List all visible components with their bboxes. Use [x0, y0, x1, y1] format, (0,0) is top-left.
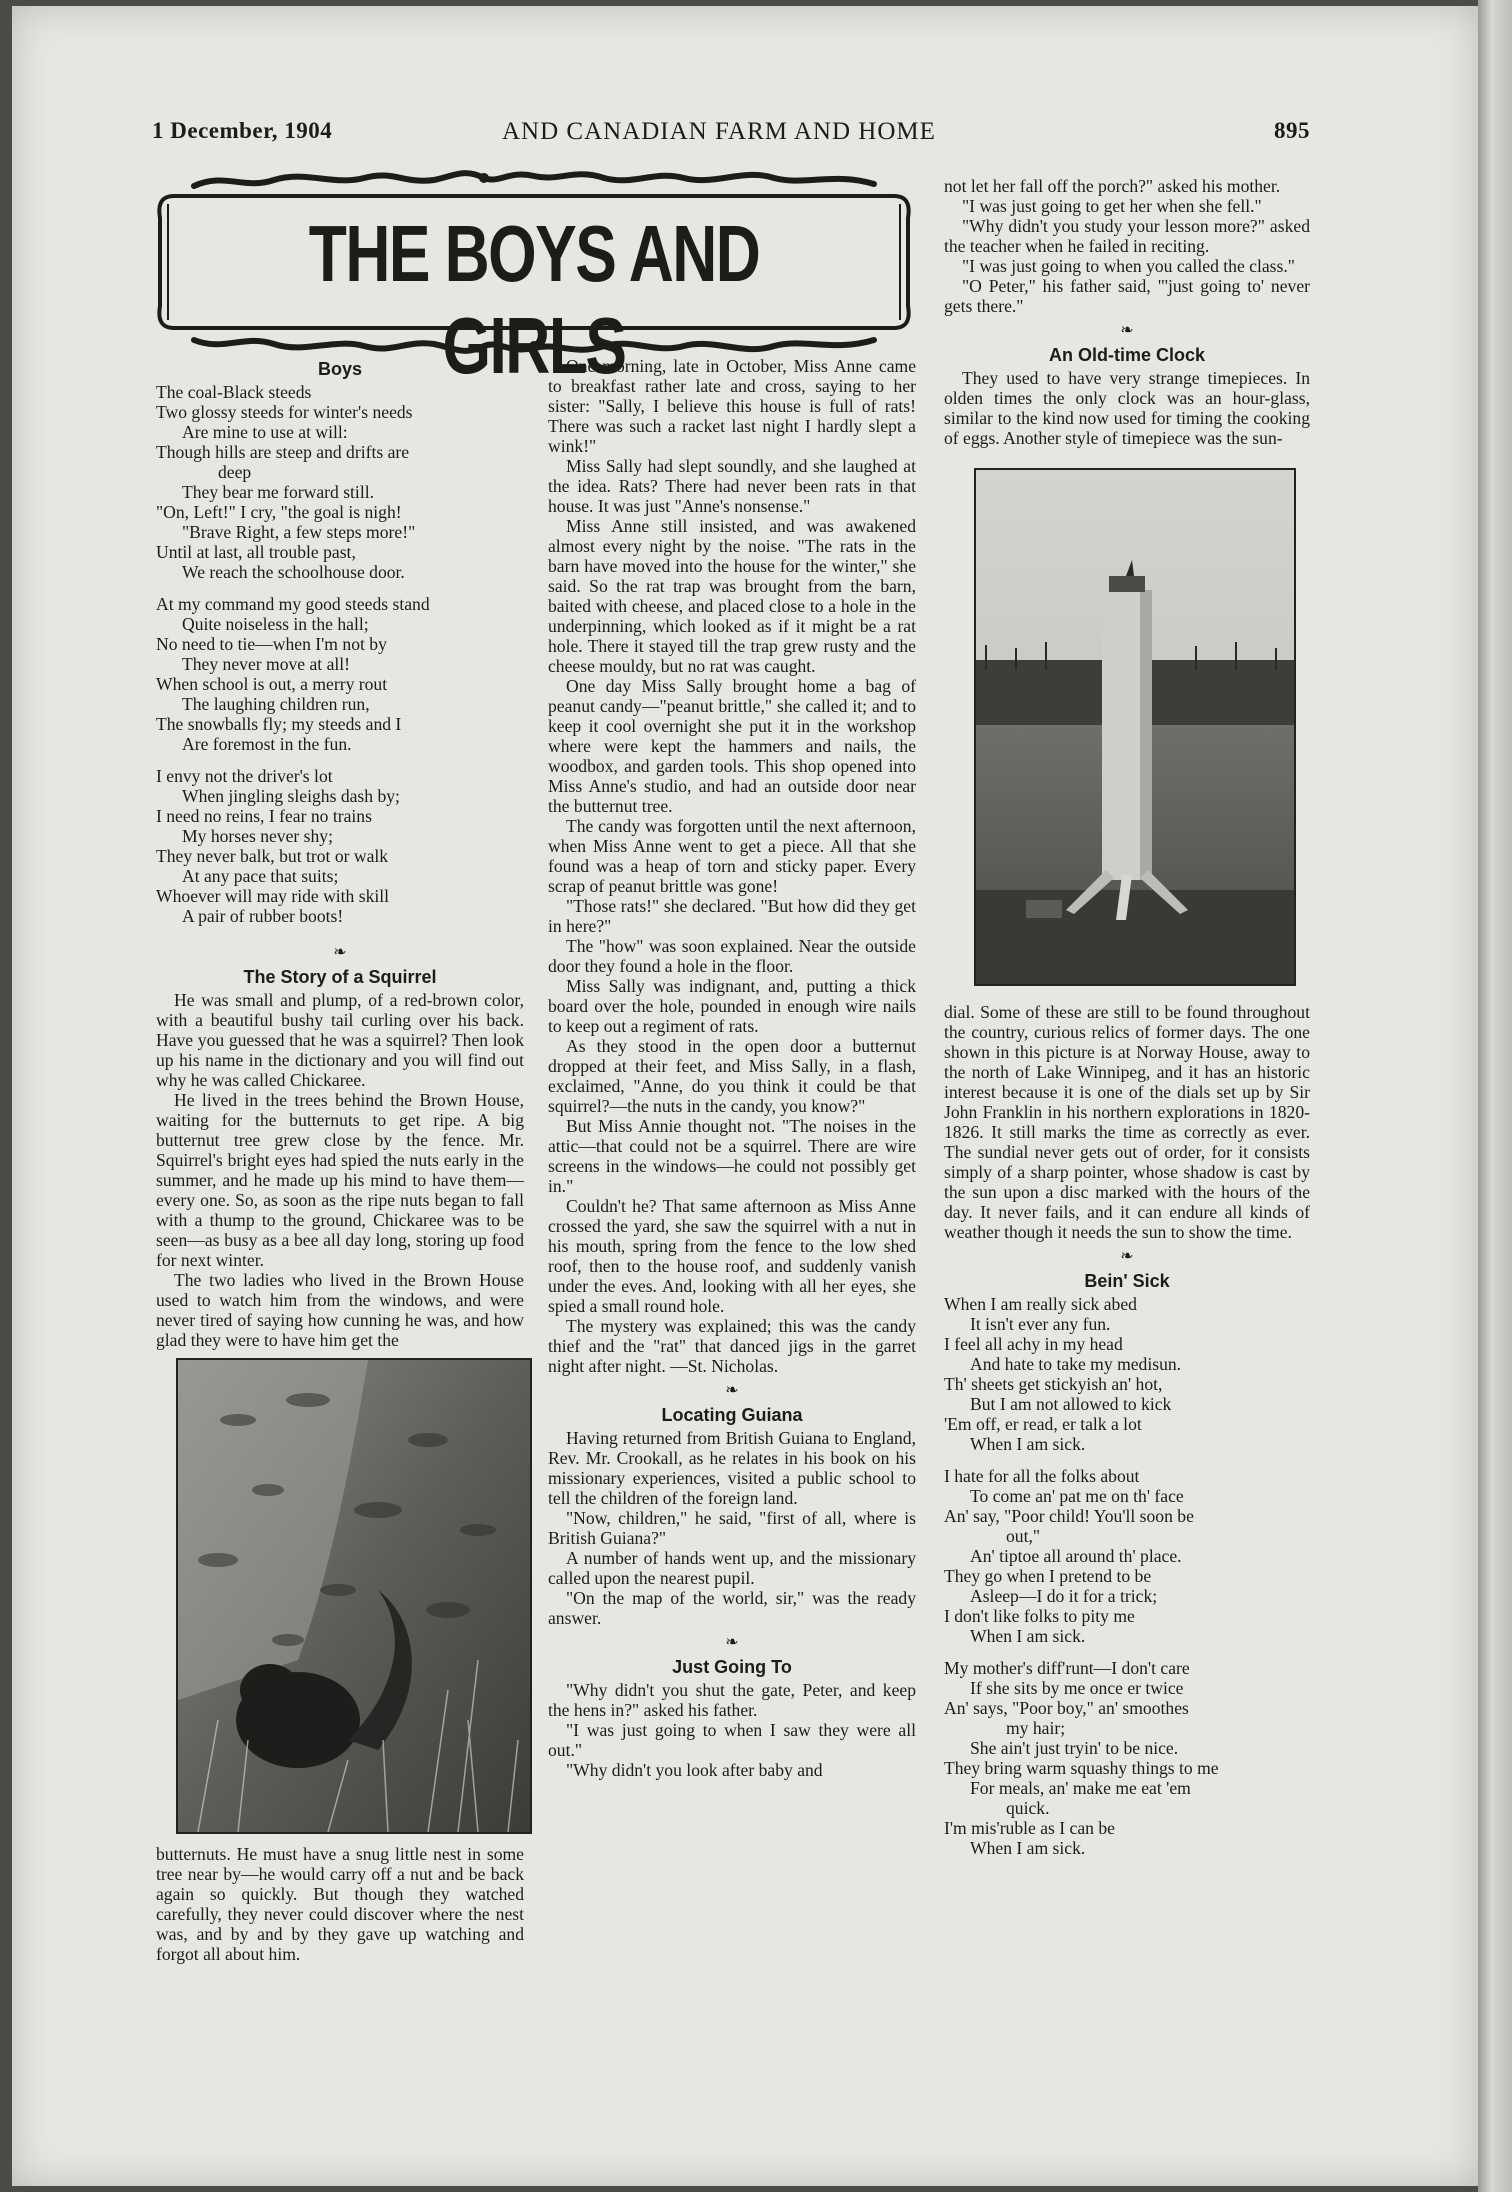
poem-boys-line: Are mine to use at will:	[182, 422, 348, 442]
poem-boys-line: Until at last, all trouble past,	[156, 542, 356, 562]
story-paragraph: The mystery was explained; this was the candy thief and the "rat" that danced jigs in the garret night after night. —St. Nicholas.	[548, 1316, 916, 1376]
story-paragraph: The "how" was soon explained. Near the outside door they found a hole in the floor.	[548, 936, 916, 976]
poem-boys-line: "On, Left!" I cry, "the goal is nigh!	[156, 502, 402, 522]
story-going-text-continued	[944, 176, 1310, 316]
ornament-divider: ❧	[333, 944, 347, 961]
poem-sick-line: 'Em off, er read, er talk a lot	[944, 1414, 1142, 1434]
story-paragraph: "Why didn't you study your lesson more?" asked the teacher when he failed in reciting.	[944, 216, 1310, 256]
story-paragraph: "Those rats!" she declared. "But how did they get in here?"	[548, 896, 916, 936]
poem-sick-line: When I am sick.	[970, 1626, 1086, 1646]
poem-sick-line: To come an' pat me on th' face	[970, 1486, 1184, 1506]
poem-boys-line: Are foremost in the fun.	[182, 734, 352, 754]
poem-boys-stanza	[156, 766, 524, 926]
story-paragraph: Miss Anne still insisted, and was awakened almost every night by the noise. "The rats in the barn have moved into the house for the winter," she said. So the rat trap was brought from the barn, baited with cheese, and placed close to a hole in the underpinning, which looked as if it might be a rat hole. There it stayed till the trap grew rusty and the cheese mouldy, but no rat was caught.	[548, 516, 916, 676]
story-title-guiana: Locating Guiana	[661, 1405, 803, 1425]
poem-sick-line: quick.	[1006, 1798, 1050, 1818]
squirrel-photo	[176, 1358, 532, 1834]
story-paragraph: Couldn't he? That same afternoon as Miss Anne crossed the yard, she saw the squirrel with a nut in his mouth, spring from the fence to the low shed roof, then to the house roof, and suddenly vanish under the eves. And, looking with all her eyes, she spied a small round hole.	[548, 1196, 916, 1316]
poem-sick-line: Asleep—I do it for a trick;	[970, 1586, 1158, 1606]
story-paragraph: "Why didn't you look after baby and	[566, 1760, 823, 1780]
story-guiana-text	[548, 1428, 916, 1628]
story-paragraph: Having returned from British Guiana to England, Rev. Mr. Crookall, as he relates in his book on his missionary experiences, visited a public school to tell the children of the foreign land.	[548, 1428, 916, 1508]
poem-boys-line: Whoever will may ride with skill	[156, 886, 390, 906]
ornament-divider: ❧	[725, 1382, 739, 1399]
poem-sick-line: An' say, "Poor child! You'll soon be	[944, 1506, 1194, 1526]
poem-sick-line: I feel all achy in my head	[944, 1334, 1123, 1354]
poem-sick-line: An' tiptoe all around th' place.	[970, 1546, 1182, 1566]
publication-name: AND CANADIAN FARM AND HOME	[502, 118, 936, 145]
section-banner	[154, 156, 914, 390]
poem-sick-line: When I am sick.	[970, 1838, 1086, 1858]
page-binding-edge	[1478, 0, 1512, 2192]
issue-date: 1 December, 1904	[152, 118, 333, 143]
poem-sick-line: For meals, an' make me eat 'em	[970, 1778, 1191, 1798]
story-paragraph: Miss Sally had slept soundly, and she laughed at the idea. Rats? There had never been rats in that house. It was just "Anne's nonsense."	[548, 456, 916, 516]
poem-boys-line: They never move at all!	[182, 654, 351, 674]
page-number: 895	[1274, 118, 1310, 143]
poem-boys-line: We reach the schoolhouse door.	[182, 562, 405, 582]
ornament-divider: ❧	[725, 1634, 739, 1651]
poem-bein-sick	[944, 1294, 1310, 1858]
poem-boys-line: At my command my good steeds stand	[156, 594, 430, 614]
story-paragraph: not let her fall off the porch?" asked his mother.	[944, 176, 1281, 196]
poem-boys-line: I envy not the driver's lot	[156, 766, 333, 786]
story-paragraph: A number of hands went up, and the missionary called upon the nearest pupil.	[548, 1548, 916, 1588]
section-title: THE BOYS AND GIRLS	[308, 209, 760, 390]
story-paragraph: The two ladies who lived in the Brown House used to watch him from the windows, and were never tired of saying how cunning he was, and how glad they were to have him get the	[156, 1270, 524, 1350]
poem-sick-line: They bring warm squashy things to me	[944, 1758, 1219, 1778]
poem-boys-line: Quite noiseless in the hall;	[182, 614, 369, 634]
poem-sick-stanza	[944, 1466, 1310, 1646]
poem-boys-line: My horses never shy;	[182, 826, 333, 846]
poem-boys-line: No need to tie—when I'm not by	[156, 634, 387, 654]
poem-boys-line: They bear me forward still.	[182, 482, 374, 502]
story-title-going: Just Going To	[672, 1657, 792, 1677]
poem-boys-stanza	[156, 382, 524, 582]
story-paragraph: One morning, late in October, Miss Anne came to breakfast rather late and cross, saying to her sister: "Sally, I believe this house is full of rats! There was such a racket last night I hardly slept a wink!"	[548, 356, 916, 456]
poem-boys-line: A pair of rubber boots!	[182, 906, 344, 926]
sundial-photo-image	[976, 470, 1294, 984]
poem-sick-line: If she sits by me once er twice	[970, 1678, 1184, 1698]
poem-sick-line: But I am not allowed to kick	[970, 1394, 1172, 1414]
poem-sick-line: out,"	[1006, 1526, 1041, 1546]
story-paragraph: "Now, children," he said, "first of all, where is British Guiana?"	[548, 1508, 916, 1548]
poem-sick-line: I don't like folks to pity me	[944, 1606, 1135, 1626]
column-right	[944, 176, 1310, 1870]
poem-boys-line: Though hills are steep and drifts are	[156, 442, 410, 462]
poem-sick-line: my hair;	[1006, 1718, 1066, 1738]
poem-boys-line: Two glossy steeds for winter's needs	[156, 402, 413, 422]
newspaper-page	[12, 6, 1478, 2186]
poem-sick-stanza	[944, 1294, 1310, 1454]
story-going-text	[548, 1680, 916, 1780]
story-rats-text	[548, 356, 916, 1376]
poem-sick-line: When I am really sick abed	[944, 1294, 1137, 1314]
poem-boys-line: When school is out, a merry rout	[156, 674, 388, 694]
story-squirrel-text	[156, 990, 524, 1350]
story-clock-text: They used to have very strange timepieces. In olden times the only clock was an hour-glass, similar to the kind now used for timing the cooking of eggs. Another style of timepiece was the sun-	[944, 368, 1310, 448]
story-paragraph: "I was just going to when I saw they were all out."	[548, 1720, 916, 1760]
story-paragraph: As they stood in the open door a butternut dropped at their feet, and Miss Sally, in a flash, exclaimed, "Anne, do you think it could be that squirrel?—the nuts in the candy, you know?"	[548, 1036, 916, 1116]
poem-boys-line: They never balk, but trot or walk	[156, 846, 389, 866]
poem-boys-stanza	[156, 594, 524, 754]
squirrel-photo-image	[178, 1360, 530, 1832]
ornament-divider: ❧	[1120, 1248, 1134, 1265]
story-paragraph: "On the map of the world, sir," was the ready answer.	[548, 1588, 916, 1628]
column-left	[156, 356, 524, 1964]
poem-sick-line: Th' sheets get stickyish an' hot,	[944, 1374, 1163, 1394]
story-paragraph: One day Miss Sally brought home a bag of peanut candy—"peanut brittle," she called it; and to keep it cool overnight she put it in the workshop where were kept the hammers and nails, the woodbox, and garden tools. This shop opened into Miss Anne's studio, and had an outside door near the butternut tree.	[548, 676, 916, 816]
poem-boys-line: At any pace that suits;	[182, 866, 339, 886]
poem-boys-line: I need no reins, I fear no trains	[156, 806, 372, 826]
story-paragraph: "O Peter," his father said, "'just going to' never gets there."	[944, 276, 1310, 316]
story-paragraph: "I was just going to get her when she fell."	[962, 196, 1262, 216]
poem-boys-line: The laughing children run,	[182, 694, 370, 714]
poem-boys-line: "Brave Right, a few steps more!"	[182, 522, 416, 542]
poem-sick-line: I hate for all the folks about	[944, 1466, 1140, 1486]
poem-sick-line: My mother's diff'runt—I don't care	[944, 1658, 1190, 1678]
story-paragraph: He lived in the trees behind the Brown House, waiting for the butternuts to get ripe. A big butternut tree grew close by the fence. Mr. Squirrel's bright eyes had spied the nuts early in the summer, and he made up his mind to have them—every one. So, as soon as the ripe nuts began to fall with a thump to the ground, Chickaree was to be seen—as busy as a bee all day long, storing up food for next winter.	[156, 1090, 524, 1270]
story-title-clock: An Old-time Clock	[1048, 345, 1205, 365]
story-title-squirrel: The Story of a Squirrel	[243, 967, 437, 987]
poem-sick-line: An' says, "Poor boy," an' smoothes	[944, 1698, 1189, 1718]
poem-sick-line: They go when I pretend to be	[944, 1566, 1152, 1586]
poem-sick-line: I'm mis'ruble as I can be	[944, 1818, 1115, 1838]
poem-boys-line: The coal-Black steeds	[156, 382, 312, 402]
story-paragraph: "Why didn't you shut the gate, Peter, and keep the hens in?" asked his father.	[548, 1680, 916, 1720]
story-squirrel-ending: butternuts. He must have a snug little nest in some tree near by—he would carry off a nut and be back again so quickly. But though they watched carefully, they never could discover where the nest was, and by and by they gave up watching and forgot all about him.	[156, 1844, 524, 1964]
ornament-divider: ❧	[1120, 322, 1134, 339]
poem-sick-stanza	[944, 1658, 1310, 1858]
story-paragraph: The candy was forgotten until the next afternoon, when Miss Anne went to get a piece. All that she found was a heap of torn and sticky paper. Every scrap of peanut brittle was gone!	[548, 816, 916, 896]
sundial-photo	[974, 468, 1296, 986]
story-clock-text-continued: dial. Some of these are still to be found throughout the country, curious relics of former days. The one shown in this picture is at Norway House, away to the north of Lake Winnipeg, and it has an historic interest because it is one of the dials set up by Sir John Franklin in his northern explorations in 1820-1826. It still marks the time as correctly as ever. The sundial never gets out of order, for it consists simply of a sharp pointer, whose shadow is cast by the sun upon a disc marked with the hours of the day. It never fails, and it can endure all kinds of weather though it needs the sun to show the time.	[944, 1002, 1310, 1242]
story-paragraph: "I was just going to when you called the class."	[962, 256, 1295, 276]
poem-sick-line: When I am sick.	[970, 1434, 1086, 1454]
poem-boys-line: deep	[218, 462, 252, 482]
poem-boys-line: When jingling sleighs dash by;	[182, 786, 400, 806]
poem-sick-line: And hate to take my medisun.	[970, 1354, 1182, 1374]
story-paragraph: He was small and plump, of a red-brown color, with a beautiful bushy tail curling over his back. Have you guessed that he was a squirrel? Then look up his name in the dictionary and you will find out why he was called Chickaree.	[156, 990, 524, 1090]
poem-sick-line: She ain't just tryin' to be nice.	[970, 1738, 1179, 1758]
column-middle	[548, 356, 916, 1780]
poem-boys-line: The snowballs fly; my steeds and I	[156, 714, 402, 734]
story-paragraph: Miss Sally was indignant, and, putting a thick board over the hole, pounded in enough wire nails to keep out a regiment of rats.	[548, 976, 916, 1036]
poem-boys	[156, 382, 524, 926]
poem-sick-line: It isn't ever any fun.	[970, 1314, 1111, 1334]
poem-title-boys: Boys	[317, 359, 362, 379]
poem-title-sick: Bein' Sick	[1084, 1271, 1170, 1291]
story-paragraph: But Miss Annie thought not. "The noises in the attic—that could not be a squirrel. There are wire screens in the windows—he could not possibly get in."	[548, 1116, 916, 1196]
